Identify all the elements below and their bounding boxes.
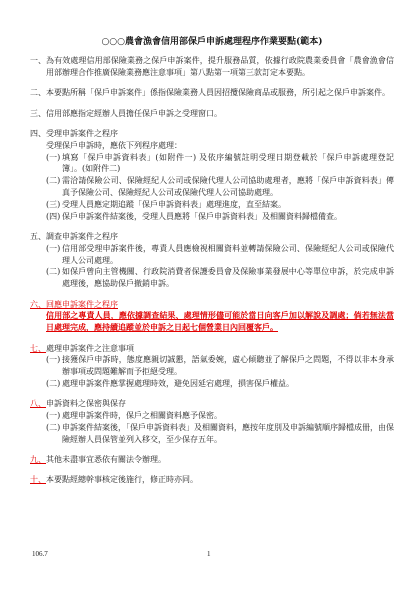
item-label: (一): [46, 152, 61, 162]
section-5-body: [46, 231, 394, 290]
section-1: [30, 55, 394, 79]
item-text: 處理申訴案件時，保戶之相關資料應予保密。: [62, 411, 222, 421]
item-text: 需洽請保險公司、保險經紀人公司或保險代理人公司協助處理者，應將「保戶申訴資料表」傳真予保險公司、保險經紀人公司或保險代理人公司協助處理。: [62, 176, 394, 197]
section-4-item: [46, 175, 394, 199]
section-4-number: 四、: [30, 128, 46, 138]
section-6-number: 六、: [30, 299, 46, 309]
item-label: (四): [46, 211, 61, 221]
section-6-indent: [30, 310, 46, 334]
section-7-heading: 處理申訴案件之注意事項: [46, 343, 134, 353]
item-text: 接獲保戶申訴時，態度應親切誠懇，語氣委婉，虛心傾聽並了解保戶之問題，不得以非本身承辦事項或問題難解而予拒絕受理。: [62, 355, 394, 377]
section-7-number: 七、: [30, 343, 46, 353]
section-10: [30, 474, 394, 486]
section-8-item: [46, 422, 394, 446]
section-3-number: 三、: [30, 108, 46, 118]
section-7-item: [46, 378, 394, 390]
section-1-number: 一、: [30, 56, 46, 65]
section-6-text: 信用部之專責人員，應依據調查結果、處理情形儘可能於當日向客戶加以解說及調處；倘若無法當日處理完成，應持續追蹤並於申訴之日起七個營業日內回覆客戶。: [46, 310, 394, 333]
section-4: [30, 128, 394, 222]
section-6-text-row: [30, 310, 394, 334]
item-label: (二): [46, 422, 61, 432]
page-number: 1: [207, 550, 211, 558]
section-8-number: 八、: [30, 399, 46, 409]
section-10-text: 本要點經總幹事核定後施行，修正時亦同。: [46, 475, 198, 485]
section-6-heading: 回應申訴案件之程序: [46, 299, 118, 309]
section-4-heading: 受理申訴案件之程序: [46, 128, 118, 138]
section-9-text: 其他未盡事宜悉依有關法令辦理。: [46, 455, 166, 465]
item-label: (一): [46, 243, 61, 253]
document-title: ○○○農會漁會信用部保戶申訴處理程序作業要點(範本): [101, 37, 323, 47]
section-8-item: [46, 410, 394, 422]
footer-version: 106.7: [32, 550, 48, 558]
section-7: [30, 343, 394, 390]
section-7-body: [46, 343, 394, 390]
section-2-number: 二、: [30, 88, 46, 98]
section-6-body: [46, 299, 394, 311]
item-label: (一): [46, 411, 61, 421]
section-5-item: [46, 243, 394, 267]
section-8-body: [46, 398, 394, 445]
section-4-item: [46, 152, 394, 176]
item-text: 處理申訴案件應掌握處理時效，避免因延宕處理，損害保戶權益。: [62, 378, 294, 388]
section-3-text: 信用部應指定經辦人員擔任保戶申訴之受理窗口。: [46, 108, 222, 118]
item-text: 如保戶曾向主管機關、行政院消費者保護委員會及保險事業發展中心等單位申訴，於完成申訴處理後，應協助保戶撤銷申訴。: [62, 267, 394, 289]
section-4-intro: 受理保戶申訴時，應依下列程序處理：: [46, 140, 182, 150]
section-5-heading: 調查申訴案件之程序: [46, 231, 118, 241]
section-6: [30, 299, 394, 311]
item-text: 信用部受理申訴案件後，專責人員應檢視相關資料並轉請保險公司、保險經紀人公司或保險代理人公司處理。: [62, 243, 394, 265]
section-9: [30, 454, 394, 466]
section-7-item: [46, 354, 394, 378]
section-8-heading: 申訴資料之保密與保存: [46, 399, 126, 409]
item-label: (二): [46, 267, 61, 277]
section-5-item: [46, 266, 394, 290]
section-8: [30, 398, 394, 445]
section-5: [30, 231, 394, 290]
document-content: [30, 36, 394, 495]
section-9-number: 九、: [30, 455, 46, 465]
section-10-number: 十、: [30, 475, 46, 485]
section-3: [30, 108, 394, 120]
item-label: (一): [46, 355, 61, 365]
section-4-item: [46, 211, 394, 223]
section-2-text: 本要點所稱「保戶申訴案件」係指保險業務人員因招攬保險商品或服務，所引起之保戶申訴案件。: [46, 88, 390, 98]
item-label: (二): [46, 378, 61, 388]
section-1-text: 為有效處理信用部保險業務之保戶申訴案件，提升服務品質，依據行政院農業委員會「農會漁會信用部辦理合作推廣保險業務應注意事項」第八點第一項第三款訂定本要點。: [46, 56, 394, 77]
item-text: 保戶申訴案件結案後，受理人員應將「保戶申訴資料表」及相關資料歸檔備查。: [62, 211, 342, 221]
section-4-body: [46, 128, 394, 222]
item-text: 填寫「保戶申訴資料表」(如附件一) 及依序編號註明受理日期登載於「保戶申訴處理登記簿」。(如附件二): [62, 152, 394, 174]
item-label: (二): [46, 176, 61, 186]
item-text: 申訴案件結案後，「保戶申訴資料表」及相關資料，應按年度別及申訴編號順序歸檔成冊，由保險經辦人員保管並列入移交，至少保存五年。: [62, 422, 394, 444]
section-2: [30, 87, 394, 99]
item-text: 受理人員應定期追蹤「保戶申訴資料表」處理進度，直至結案。: [62, 199, 286, 209]
item-label: (三): [46, 199, 61, 209]
section-5-number: 五、: [30, 231, 46, 241]
section-4-item: [46, 199, 394, 211]
